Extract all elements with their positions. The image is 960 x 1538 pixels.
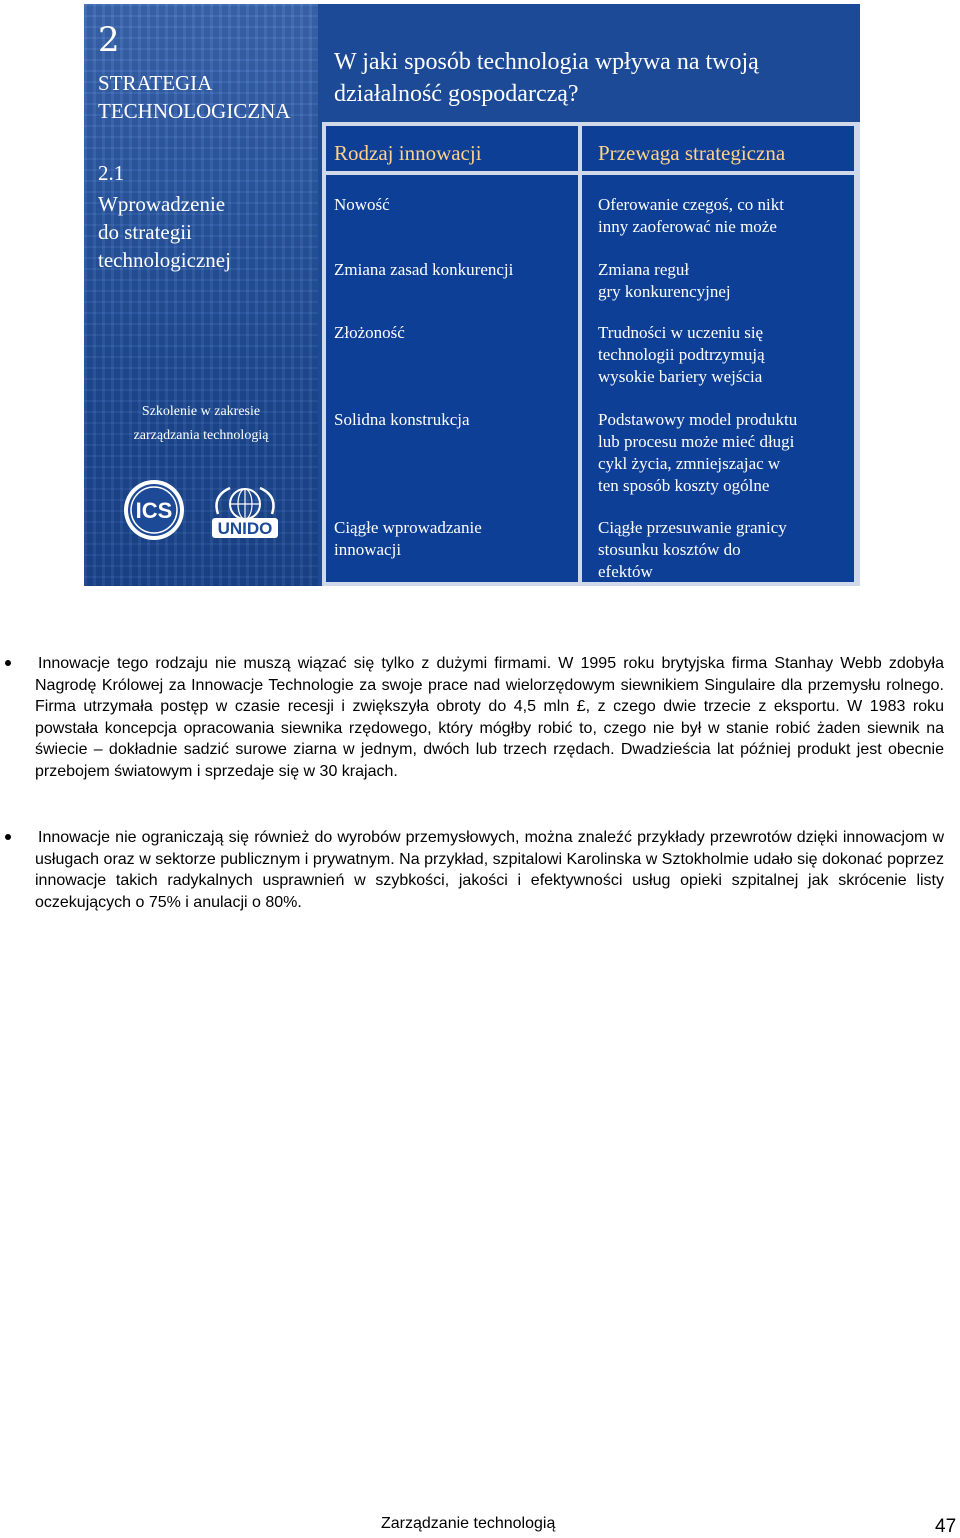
innovation-type: Ciągłe wprowadzanie innowacji bbox=[334, 518, 482, 559]
innovation-table bbox=[322, 122, 860, 586]
column-header-innovation: Rodzaj innowacji bbox=[334, 141, 482, 165]
strategic-advantage: Ciągłe przesuwanie granicy stosunku kosztów do efektów bbox=[598, 518, 787, 581]
slide-heading: W jaki sposób technologia wpływa na twoją działalność gospodarczą? bbox=[334, 49, 759, 107]
innovation-type: Nowość bbox=[334, 195, 390, 214]
slide-sidebar bbox=[84, 4, 318, 586]
strategic-advantage: Zmiana reguł gry konkurencyjnej bbox=[598, 260, 731, 301]
paragraph: Innowacje nie ograniczają się również do wyrobów przemysłowych, można znaleźć przykłady przewrotów dzięki innowacjom w usługach oraz w sektorze publicznym i prywatnym. Na przykład, szpitalowi Karolinska w Sztokholmie udało się dokonać poprzez innowacje takich radykalnych usprawnień w szybkości, jakości i efektywności usług opieki szpitalnej jak skrócenie listy oczekujących o 75% i anulacji o 80%. bbox=[35, 829, 944, 911]
slide-image bbox=[84, 4, 860, 586]
bullet-icon bbox=[5, 834, 11, 840]
innovation-type: Solidna konstrukcja bbox=[334, 410, 470, 429]
paragraph: Innowacje tego rodzaju nie muszą wiązać się tylko z dużymi firmami. W 1995 roku brytyjska firma Stanhay Webb zdobyła Nagrodę Królowej za Innowacje Technologie za swoje prace nad wielorzędowym siewnikiem Singulaire dla przemysłu rolnego. Firma utrzymała postęp w czasie recesji i zwiększyła obroty do 4,5 mln £, z czego dwie trzecie z eksportu. W 1983 roku powstała koncepcja opracowania siewnika rzędowego, który mógłby robić to, czego nie był w stanie robić żaden siewnik na świecie – dokładnie sadzić surowe ziarna w jednym, dwóch lub trzech rzędach. Dwadzieścia lat później produkt jest obecnie przebojem światowym i sprzedaje się w 30 krajach. bbox=[35, 655, 944, 780]
page-number: 47 bbox=[935, 1516, 957, 1537]
strategic-advantage: Trudności w uczeniu się technologii podtrzymują wysokie bariery wejścia bbox=[598, 323, 765, 386]
strategic-advantage: Podstawowy model produktu lub procesu może mieć długi cykl życia, zmniejszajac w ten sposób koszty ogólne bbox=[598, 410, 798, 495]
innovation-type: Złożoność bbox=[334, 323, 405, 342]
svg-text:ICS: ICS bbox=[135, 498, 173, 523]
innovation-type: Zmiana zasad konkurencji bbox=[334, 260, 514, 279]
footer-title: Zarządzanie technologią bbox=[381, 1515, 556, 1532]
section-number: 2.1 bbox=[98, 161, 125, 185]
training-label: Szkolenie w zakresie zarządzania technologią bbox=[133, 404, 269, 443]
section-title: Wprowadzenie do strategii technologicznej bbox=[98, 192, 231, 272]
ics-logo bbox=[122, 478, 186, 542]
strategic-advantage: Oferowanie czegoś, co nikt inny zaoferować nie może bbox=[598, 195, 784, 236]
chapter-number: 2 bbox=[98, 20, 120, 60]
bullet-icon bbox=[5, 660, 11, 666]
column-header-advantage: Przewaga strategiczna bbox=[598, 141, 786, 165]
svg-text:UNIDO: UNIDO bbox=[217, 519, 273, 538]
chapter-title: STRATEGIA TECHNOLOGICZNA bbox=[98, 71, 291, 123]
unido-logo bbox=[208, 484, 282, 542]
